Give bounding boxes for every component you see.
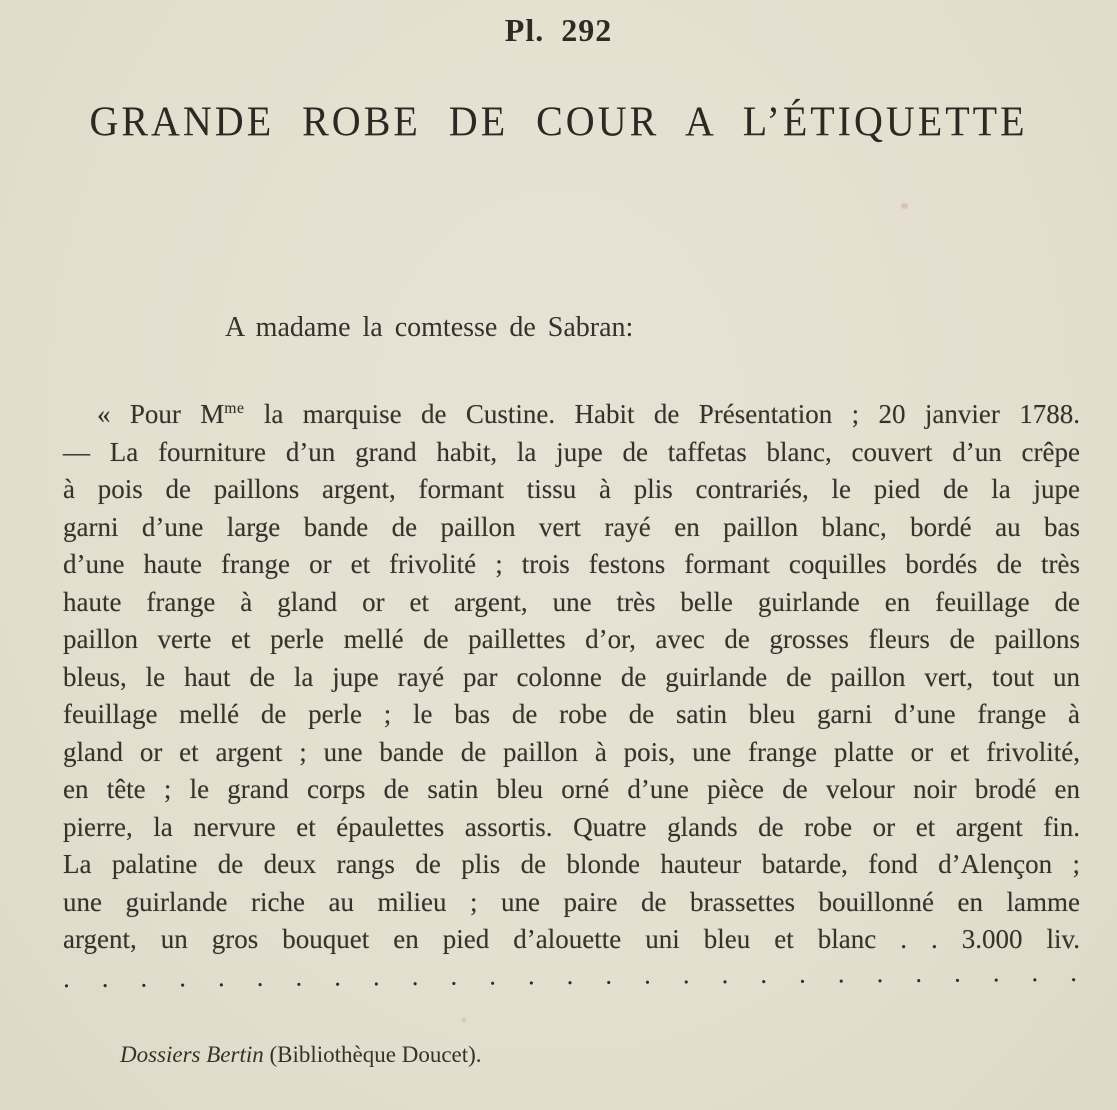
paragraph-line: une guirlande riche au milieu ; une paire de brassettes bouillonné en lamme [63,886,1080,917]
paragraph-line: gland or et argent ; une bande de paillon à pois, une frange platte or et frivolité, [63,736,1080,767]
paragraph-line: paillon verte et perle mellé de paillettes d’or, avec de grosses fleurs de paillons [63,624,1080,654]
citation-work-title: Dossiers Bertin [120,1042,264,1067]
paragraph-line-text: la marquise de Custine. Habit de Présentation ; 20 janvier 1788. [244,399,1080,429]
paragraph-line [63,390,1080,434]
paragraph-line: — La fourniture d’un grand habit, la jupe de taffetas blanc, couvert d’un crêpe [63,436,1080,467]
paper-speck [462,1018,466,1022]
paragraph-line: La palatine de deux rangs de plis de blonde hauteur batarde, fond d’Alençon ; [63,849,1080,879]
paragraph-line: haute frange à gland or et argent, une très belle guirlande en feuillage de [63,586,1080,617]
paragraph-line: bleus, le haut de la jupe rayé par colonne de guirlande de paillon vert, tout un [63,661,1080,692]
superscript-abbreviation: me [224,400,245,417]
page-title: GRANDE ROBE DE COUR A L’ÉTIQUETTE [89,97,1028,146]
salutation-line: A madame la comtesse de Sabran: [225,312,634,343]
paragraph-line-text: « Pour M [97,399,225,429]
paper-speck [901,203,908,209]
source-citation [120,1042,482,1068]
paragraph-line: argent, un gros bouquet en pied d’alouette uni bleu et blanc . . 3.000 liv. [63,924,1080,954]
paragraph-line: feuillage mellé de perle ; le bas de robe de satin bleu garni d’une frange à [63,699,1080,729]
paragraph-line: garni d’une large bande de paillon vert rayé en paillon blanc, bordé au bas [63,511,1080,542]
paragraph-line: à pois de paillons argent, formant tissu à plis contrariés, le pied de la jupe [63,474,1080,504]
ellipsis-leader-row: . . . . . . . . . . . . . . . . . . . . . . . . . . . [62,956,1078,994]
body-paragraph [63,390,1080,959]
paragraph-line: d’une haute frange or et frivolité ; trois festons formant coquilles bordés de très [63,549,1080,579]
paragraph-line: en tête ; le grand corps de satin bleu orné d’une pièce de velour noir brodé en [63,774,1080,804]
plate-number: Pl. 292 [504,12,613,48]
paragraph-line: pierre, la nervure et épaulettes assortis. Quatre glands de robe or et argent fin. [63,811,1080,842]
citation-library: (Bibliothèque Doucet). [263,1042,482,1067]
